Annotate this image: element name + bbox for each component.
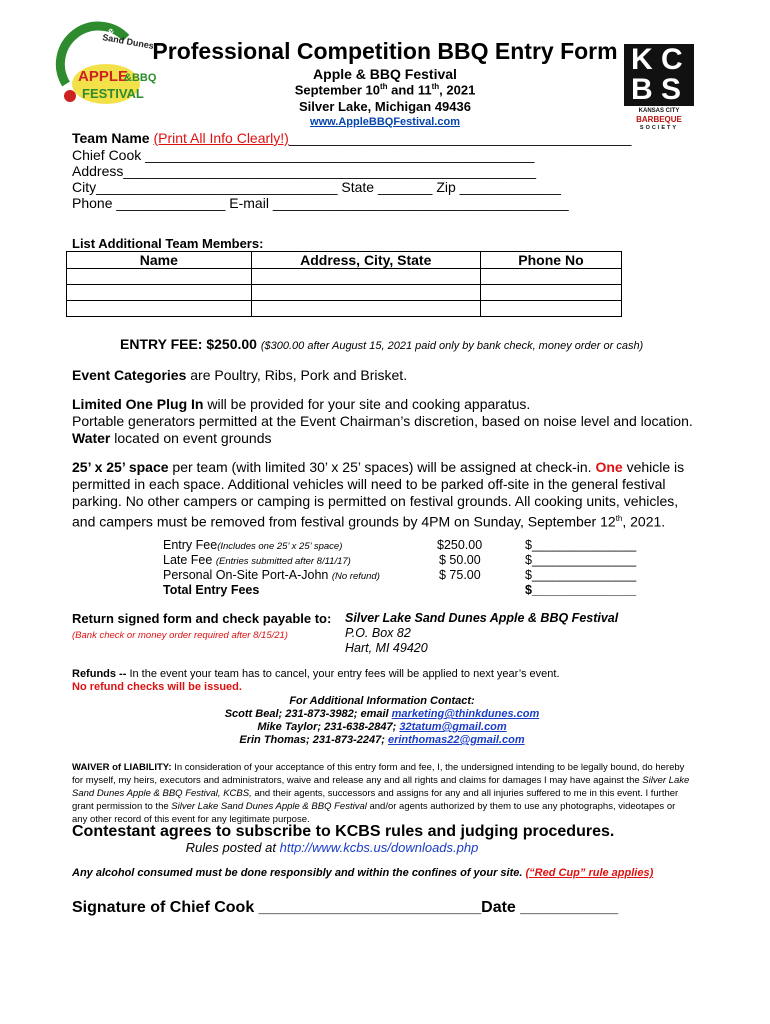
table-cell[interactable] [480,269,621,285]
table-cell[interactable] [67,269,252,285]
fee-row-late: Late Fee (Entries submitted after 8/11/17) $ 50.00 $_______________ [163,553,637,567]
kcbs-letter-c: C [661,43,683,76]
table-cell[interactable] [67,301,252,317]
form-title: Professional Competition BBQ Entry Form [152,38,618,64]
portajohn-fee-input[interactable]: $_______________ [525,568,637,582]
table-row [67,285,622,301]
team-name-line[interactable]: Team Name (Print All Info Clearly!)____________________________________________ [72,130,632,146]
alcohol-notice: Any alcohol consumed must be done responsibly and within the confines of your site. (“Red Cup” rule applies) [72,867,654,879]
fees-table [163,538,653,598]
entry-fee-input[interactable]: $_______________ [525,538,637,552]
svg-text:APPLE: APPLE [78,68,129,85]
fee-row-portajohn: Personal On-Site Port-A-John (No refund) $ 75.00 $_______________ [163,568,637,582]
table-cell[interactable] [67,285,252,301]
chief-cook-line[interactable]: Chief Cook __________________________________________________ [72,147,535,163]
late-fee-input[interactable]: $_______________ [525,553,637,567]
festival-dates: September 10th and 11th, 2021 [294,82,476,98]
rules-link[interactable]: http://www.kcbs.us/downloads.php [279,840,479,855]
rules-posted: Rules posted at http://www.kcbs.us/downloads.php [185,840,479,855]
website-link[interactable]: www.AppleBBQFestival.com [310,116,460,128]
mailing-address: Silver Lake Sand Dunes Apple & BBQ Festival P.O. Box 82 Hart, MI 49420 [345,611,619,655]
table-row [67,301,622,317]
table-cell[interactable] [251,301,480,317]
address-line[interactable]: Address_____________________________________________________ [72,163,537,179]
kcbs-line2: BARBEQUE [636,115,682,124]
fee-row-total: Total Entry Fees $_______________ [163,583,637,597]
table-cell[interactable] [480,285,621,301]
entry-fee: ENTRY FEE: $250.00 ($300.00 after August 15, 2021 paid only by bank check, money order or cash) [120,336,644,352]
col-address: Address, City, State [251,252,480,269]
svg-text:Silver Lake: Silver Lake [72,25,116,64]
kcbs-letter-k: K [631,43,653,76]
table-row [67,269,622,285]
festival-location: Silver Lake, Michigan 49436 [299,99,471,114]
fee-row-entry: Entry Fee(Includes one 25’ x 25’ space) $250.00 $_______________ [163,538,637,552]
table-cell[interactable] [480,301,621,317]
waiver-of-liability: WAIVER of LIABILITY: In consideration of your acceptance of this entry form and fee, I, the undersigned intending to be legally bound, do hereby for myself, my heirs, executors and administrators, waive and release any and all rights and claims for damages I may have against the Silver Lake Sand Dunes Apple & BBQ Festival, KCBS, and their agents, successors and assigns for any and all injuries suffered to me in this event. I further grant permission to the Silver Lake Sand Dunes Apple & BBQ Festival and/or agents authorized by them to use any photographs, videotapes or any other record of this event for any legitimate purpose. [72,762,690,825]
svg-text:&BBQ: &BBQ [124,72,157,84]
refunds-info: Refunds -- In the event your team has to cancel, your entry fees will be applied to next year’s event. No refund checks will be issued. [72,668,560,693]
email-link-marketing[interactable]: marketing@thinkdunes.com [391,708,540,720]
table-cell[interactable] [251,269,480,285]
kcbs-line3: SOCIETY [639,125,679,131]
kcbs-letter-s: S [661,73,682,106]
svg-text:FESTIVAL: FESTIVAL [82,86,144,101]
col-phone: Phone No [480,252,621,269]
contacts: For Additional Information Contact: Scott Beal; 231-873-3982; email marketing@thinkdunes.com Mike Taylor; 231-638-2847; 32tatum@gmail.com Erin Thomas; 231-873-2247; erinthomas22@gmail.com [224,695,540,746]
kcbs-agreement: Contestant agrees to subscribe to KCBS rules and judging procedures. [72,823,615,840]
email-link-erin[interactable]: erinthomas22@gmail.com [387,734,525,746]
svg-text:Sand Dunes: Sand Dunes [101,32,155,52]
signature-line[interactable]: Signature of Chief Cook _________________________Date ___________ [72,899,619,916]
kcbs-letter-b: B [631,73,653,106]
total-fee-input[interactable]: $_______________ [525,583,637,597]
festival-logo [56,25,157,110]
table-cell[interactable] [251,285,480,301]
kcbs-line1: KANSAS CITY [638,108,680,114]
space-info: 25’ x 25’ space per team (with limited 30’ x 25’ spaces) will be assigned at check-in. One vehicle is permitted in each space. Additional vehicles will need to be parked off-site in the general festival parking. No other campers or camping is permitted on festival grounds. All cooking units, vehicles, and campers must be removed from festival grounds by 4PM on Sunday, September 12th, 2021. [72,459,685,530]
members-table [66,251,622,317]
event-categories: Event Categories are Poultry, Ribs, Pork and Brisket. [72,367,408,383]
festival-website[interactable] [150,116,620,128]
email-link-tatum[interactable]: 32tatum@gmail.com [399,721,507,733]
col-name: Name [67,252,252,269]
return-info: Return signed form and check payable to: (Bank check or money order required after 8/15/21) [72,611,332,641]
phone-email-line[interactable]: Phone ______________ E-mail ______________________________________ [72,195,569,211]
city-state-zip-line[interactable]: City_______________________________ State _______ Zip _____________ [72,179,561,195]
plug-in-info: Limited One Plug In will be provided for your site and cooking apparatus. Portable generators permitted at the Event Chairman’s discretion, based on noise level and location. Water located on event grounds [72,396,693,446]
kcbs-logo [624,44,694,134]
members-heading: List Additional Team Members: [72,236,264,251]
festival-name: Apple & BBQ Festival [313,66,457,82]
